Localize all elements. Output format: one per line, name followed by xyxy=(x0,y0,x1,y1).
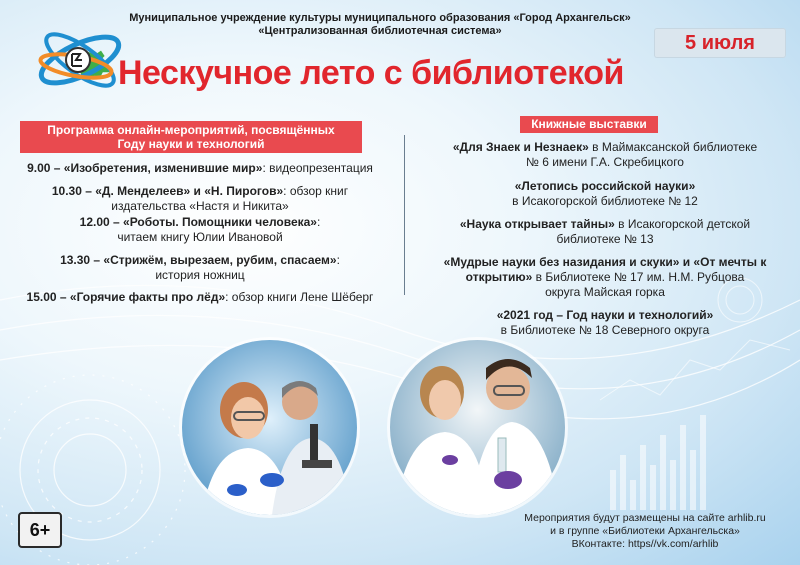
program-item-desc: : xyxy=(316,215,321,229)
program-item xyxy=(10,184,390,214)
exhibitions-heading: Книжные выставки xyxy=(520,116,658,133)
exhibition-item-desc-line2: в Исакогорской библиотеке № 12 xyxy=(512,194,698,208)
exhibition-item-title: «Летопись российской науки» xyxy=(514,179,696,193)
poster-title: Нескучное лето с библиотекой xyxy=(118,54,624,92)
exhibition-item-title: «Наука открывает тайны» xyxy=(459,217,615,231)
program-item-desc: : обзор книги Лене Шёберг xyxy=(225,290,374,304)
program-item-desc-line2: издательства «Настя и Никита» xyxy=(111,199,289,213)
program-item-title: 13.30 – «Стрижём, вырезаем, рубим, спасаем» xyxy=(60,253,337,267)
program-item xyxy=(10,215,390,245)
exhibition-item-desc: в Маймаксанской библиотеке xyxy=(588,140,758,154)
scientists-photo-right xyxy=(390,340,565,515)
program-heading xyxy=(20,121,362,153)
age-rating-badge: 6+ xyxy=(18,512,62,548)
footer-line1: Мероприятия будут размещены на сайте arhlib.ru xyxy=(524,512,766,524)
footer-line2: и в группе «Библиотеки Архангельска» xyxy=(550,525,740,537)
exhibition-item-desc: в Исакогорской детской xyxy=(614,217,751,231)
exhibition-item-desc-line2: в Библиотеке № 18 Северного округа xyxy=(500,323,710,337)
program-item xyxy=(10,253,390,283)
exhibition-item-title-cont: открытию» xyxy=(465,270,533,284)
organization-name: Муниципальное учреждение культуры муниципального образования «Город Архангельск» xyxy=(129,12,631,24)
exhibition-item xyxy=(420,140,790,170)
exhibition-item xyxy=(420,308,790,338)
program-heading-line2: Году науки и технологий xyxy=(117,137,265,151)
exhibition-item xyxy=(420,179,790,209)
program-item-desc: : видеопрезентация xyxy=(262,161,373,175)
exhibition-item-desc: в Библиотеке № 17 им. Н.М. Рубцова xyxy=(532,270,745,284)
column-divider xyxy=(404,135,405,295)
program-item-title: 10.30 – «Д. Менделеев» и «Н. Пирогов» xyxy=(51,184,284,198)
program-item-title: 12.00 – «Роботы. Помощники человека» xyxy=(79,215,317,229)
exhibition-item xyxy=(420,217,790,247)
scientists-photo-left xyxy=(182,340,357,515)
program-item-desc-line2: читаем книгу Юлии Ивановой xyxy=(117,230,283,244)
program-item-title: 15.00 – «Горячие факты про лёд» xyxy=(26,290,226,304)
exhibition-item xyxy=(420,255,790,300)
program-item-desc-line2: история ножниц xyxy=(155,268,245,282)
exhibition-item-desc-line2: № 6 имени Г.А. Скребицкого xyxy=(526,155,684,169)
exhibition-item-title: «Для Знаек и Незнаек» xyxy=(452,140,589,154)
exhibition-item-desc-line3: округа Майская горка xyxy=(545,285,665,299)
date-badge: 5 июля xyxy=(654,28,786,58)
organization-subname: «Централизованная библиотечная система» xyxy=(258,25,502,37)
program-heading-line1: Программа онлайн-мероприятий, посвящённых xyxy=(47,123,335,137)
program-item-desc: : xyxy=(336,253,340,267)
program-item-desc: : обзор книг xyxy=(283,184,349,198)
exhibition-item-desc-line2: библиотеке № 13 xyxy=(556,232,654,246)
footer-line3: ВКонтакте: https//vk.com/arhlib xyxy=(571,538,719,550)
program-item xyxy=(10,290,390,305)
exhibition-item-title: «Мудрые науки без назидания и скуки» и «От мечты к xyxy=(443,255,767,269)
program-item-title: 9.00 – «Изобретения, изменившие мир» xyxy=(27,161,263,175)
program-item xyxy=(10,161,390,176)
exhibition-item-title: «2021 год – Год науки и технологий» xyxy=(496,308,714,322)
